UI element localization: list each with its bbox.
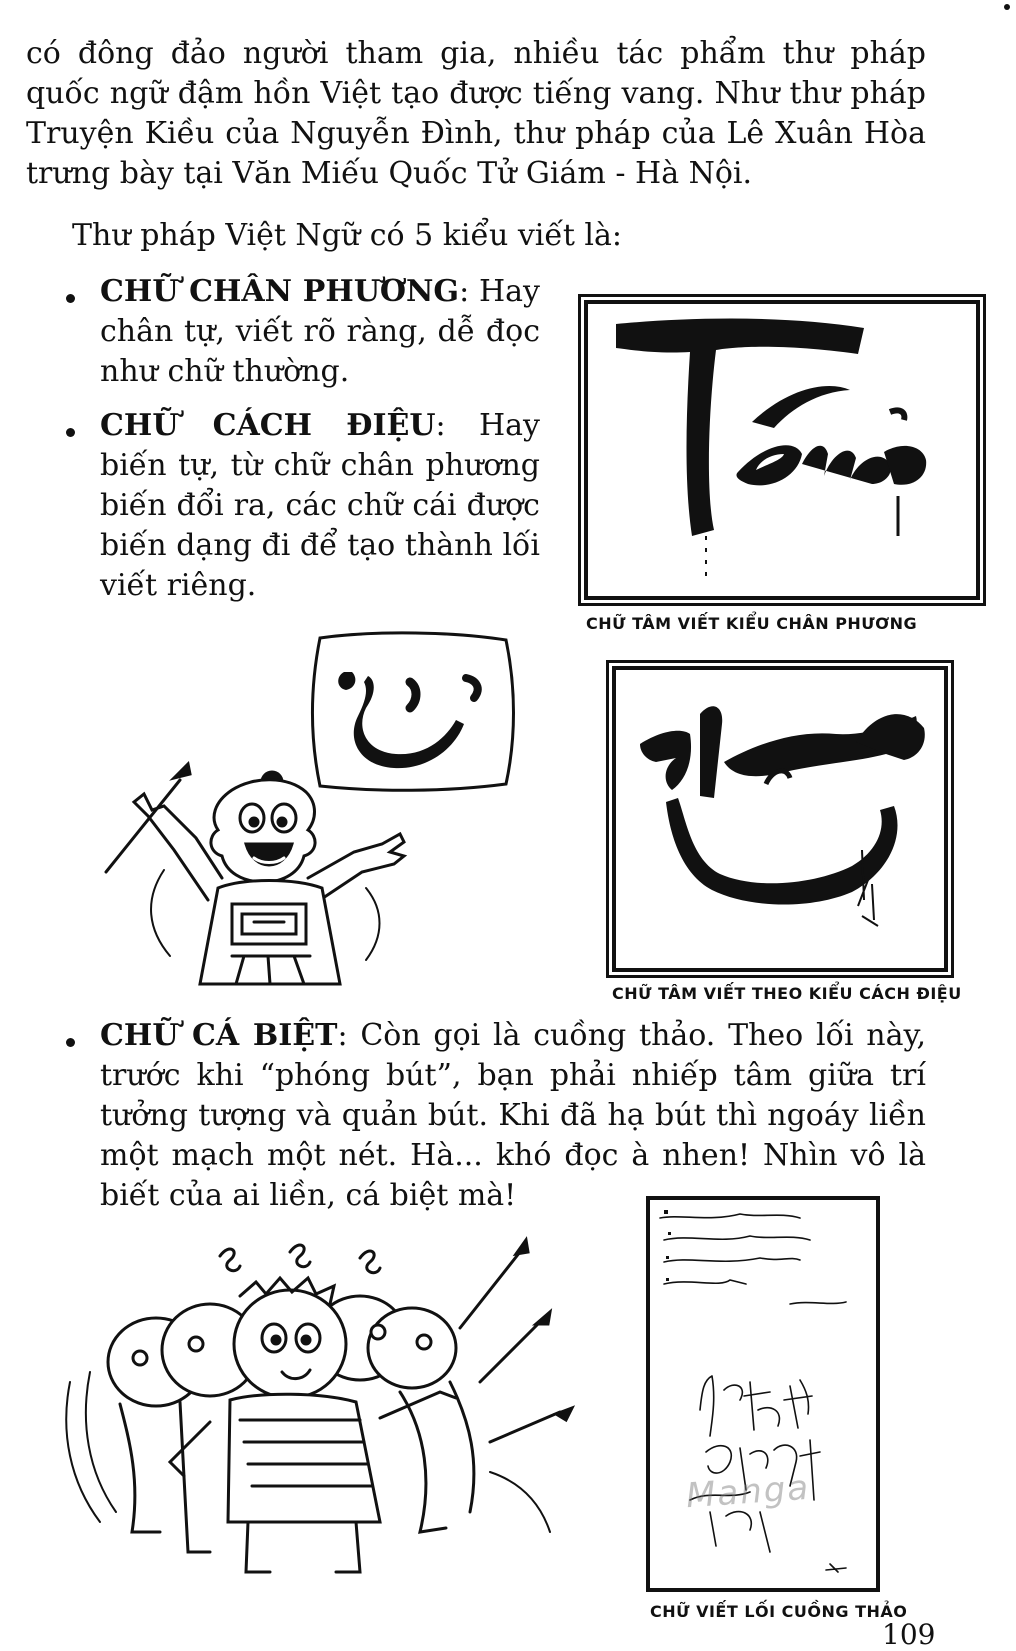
corner-mark bbox=[1004, 4, 1010, 10]
bullet-dot bbox=[66, 294, 75, 303]
opening-paragraph: có đông đảo người tham gia, nhiều tác phẩm thư pháp quốc ngữ đậm hồn Việt tạo được tiếng vang. Như thư pháp Truyện Kiều của Nguyễn Đình, thư pháp của Lê Xuân Hòa trưng bày tại Văn Miếu Quốc Tử Giám - Hà Nội. bbox=[26, 36, 926, 191]
style-term: CHỮ CHÂN PHƯƠNG bbox=[100, 274, 460, 309]
cartoon-boy-with-brush bbox=[104, 760, 414, 990]
style-description: : Hay chân tự, viết rõ ràng, dễ đọc như chữ thường. bbox=[100, 274, 541, 389]
style-term: CHỮ CÁ BIỆT bbox=[100, 1018, 338, 1053]
caption-chan-phuong: CHỮ TÂM VIẾT KIỂU CHÂN PHƯƠNG bbox=[586, 614, 918, 633]
bullet-dot bbox=[66, 1038, 75, 1047]
bullet-dot bbox=[66, 428, 75, 437]
style-description: : Hay biến tự, từ chữ chân phương biến đổi ra, các chữ cái được biến dạng đi để tạo thành lối viết riêng. bbox=[100, 408, 540, 603]
intro-line: Thư pháp Việt Ngữ có 5 kiểu viết là: bbox=[72, 218, 623, 253]
style-item-ca-biet bbox=[100, 1016, 926, 1216]
calligraphy-frame-chan-phuong bbox=[584, 300, 980, 600]
style-item-chan-phuong bbox=[100, 272, 540, 392]
style-term: CHỮ CÁCH ĐIỆU bbox=[100, 408, 436, 443]
calligraphy-tam-cach-dieu-image bbox=[616, 670, 944, 968]
calligraphy-tam-chan-phuong-image bbox=[588, 304, 976, 596]
calligraphy-frame-cach-dieu bbox=[612, 666, 948, 972]
caption-cach-dieu: CHỮ TÂM VIẾT THEO KIỂU CÁCH ĐIỆU bbox=[612, 984, 962, 1003]
cartoon-crowd-running bbox=[60, 1232, 580, 1592]
caption-cuong-thao: CHỮ VIẾT LỐI CUỒNG THẢO bbox=[650, 1602, 908, 1621]
scan-watermark: Manga bbox=[684, 1467, 812, 1517]
page-number: 109 bbox=[882, 1618, 936, 1651]
calligraphy-cuong-thao-image bbox=[650, 1200, 876, 1588]
style-description: : Còn gọi là cuồng thảo. Theo lối này, trước khi “phóng bút”, bạn phải nhiếp tâm giữa trí tưởng tượng và quản bút. Khi đã hạ bút thì ngoáy liền một mạch một nét. Hà... khó đọc à nhen! Nhìn vô là biết của ai liền, cá biệt mà! bbox=[100, 1018, 926, 1213]
style-item-cach-dieu bbox=[100, 406, 540, 606]
calligraphy-frame-cuong-thao bbox=[646, 1196, 880, 1592]
